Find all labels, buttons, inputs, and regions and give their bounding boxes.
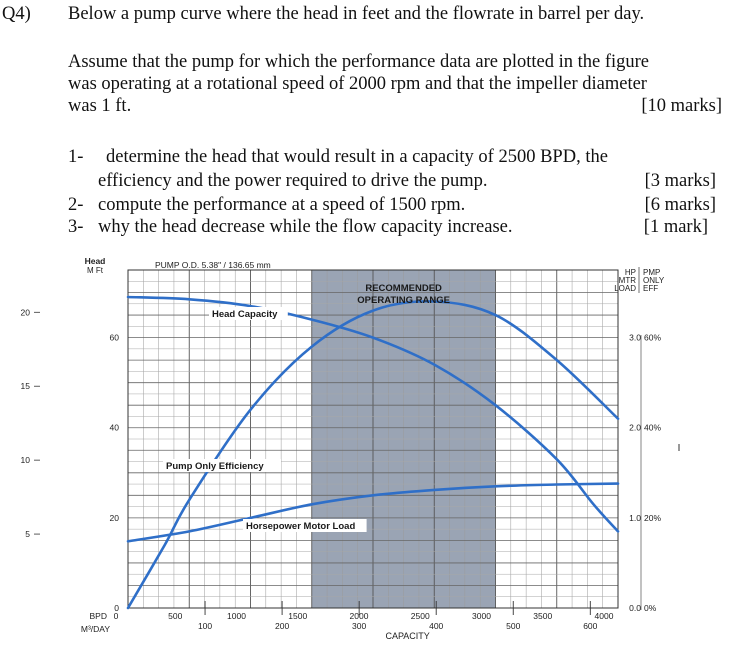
eff-tick: 60%: [644, 332, 662, 343]
item-3-number: 3-: [68, 217, 84, 237]
head-ft-tick: 0: [114, 603, 119, 613]
chart-title: PUMP O.D. 5.38" / 136.65 mm: [155, 260, 271, 270]
hp-tick: 0.0: [629, 603, 641, 613]
head-m-tick: 10: [20, 455, 30, 466]
eff-header-0: PMP: [643, 268, 661, 277]
question-number: Q4): [2, 4, 31, 24]
x-axis-label: CAPACITY: [385, 631, 430, 641]
hp-header-2: LOAD: [614, 284, 636, 293]
head-axis-header: Head: [84, 256, 106, 266]
head-axis-units: M Ft: [87, 266, 103, 275]
assumption-line-3: was 1 ft.: [68, 96, 132, 116]
item-1-marks: [3 marks]: [644, 171, 716, 191]
assumption-line-1: Assume that the pump for which the performance data are plotted in the figure: [68, 52, 650, 72]
eff-tick: 0%: [644, 603, 657, 613]
bpd-label: BPD: [89, 611, 107, 621]
bpd-tick: 2500: [410, 611, 430, 621]
pump-curve-chart: [0, 255, 730, 645]
bpd-tick: 3500: [533, 611, 553, 621]
hp-header-1: MTR: [618, 276, 636, 285]
item-3-line-1: why the head decrease while the flow capacity increase.: [98, 217, 513, 237]
assumption-line-2: was operating at a rotational speed of 2000 rpm and that the impeller diameter: [68, 74, 647, 94]
bpd-tick: 0: [113, 611, 119, 621]
head-m-tick: 15: [20, 381, 30, 392]
bpd-tick: 1500: [288, 611, 308, 621]
m3-tick: 300: [352, 621, 367, 631]
item-2-line-1: compute the performance at a speed of 1500 rpm.: [98, 195, 466, 215]
total-marks: [10 marks]: [641, 96, 722, 116]
head-ft-tick: 20: [109, 512, 119, 523]
bpd-tick: 3000: [472, 611, 491, 621]
hp-tick: 2.0: [629, 422, 641, 433]
item-1-line-1: determine the head that would result in a capacity of 2500 BPD, the: [106, 147, 608, 167]
item-2-number: 2-: [68, 195, 84, 215]
eff-tick: 40%: [644, 422, 662, 433]
m3-tick: 100: [197, 621, 213, 631]
bpd-tick: 2000: [349, 611, 369, 621]
hp-tick: 3.0: [629, 332, 641, 343]
m3-tick: 200: [275, 621, 290, 631]
m3-tick: 600: [583, 621, 598, 631]
horsepower-label: Horsepower Motor Load: [246, 521, 356, 532]
eff-tick: 20%: [644, 512, 662, 523]
eff-header-1: ONLY: [643, 276, 665, 285]
hp-tick: 1.0: [629, 512, 641, 523]
question-intro: Below a pump curve where the head in feet and the flowrate in barrel per day.: [68, 4, 645, 24]
head-m-tick: 20: [20, 307, 30, 318]
head-m-tick: 5: [25, 529, 30, 540]
m3-tick: 400: [429, 621, 444, 631]
head-ft-tick: 60: [109, 332, 119, 343]
bpd-tick: 500: [168, 611, 183, 621]
hp-header-0: HP: [624, 268, 636, 277]
item-3-marks: [1 mark]: [643, 217, 708, 237]
item-1-number: 1-: [68, 147, 84, 167]
bpd-tick: 1000: [227, 611, 246, 621]
eff-header-2: EFF: [643, 284, 659, 293]
bpd-tick: 4000: [594, 611, 614, 621]
m3-tick: 500: [506, 621, 521, 631]
item-1-line-2: efficiency and the power required to drive the pump.: [98, 171, 488, 191]
recommended-range-label: RECOMMENDED: [365, 283, 442, 294]
item-2-marks: [6 marks]: [644, 195, 716, 215]
head-capacity-label: Head Capacity: [212, 309, 278, 320]
head-ft-tick: 40: [109, 422, 119, 433]
recommended-range-label: OPERATING RANGE: [357, 295, 450, 306]
efficiency-label: Pump Only Efficiency: [166, 461, 264, 472]
m3-label: M³/DAY: [80, 624, 110, 634]
